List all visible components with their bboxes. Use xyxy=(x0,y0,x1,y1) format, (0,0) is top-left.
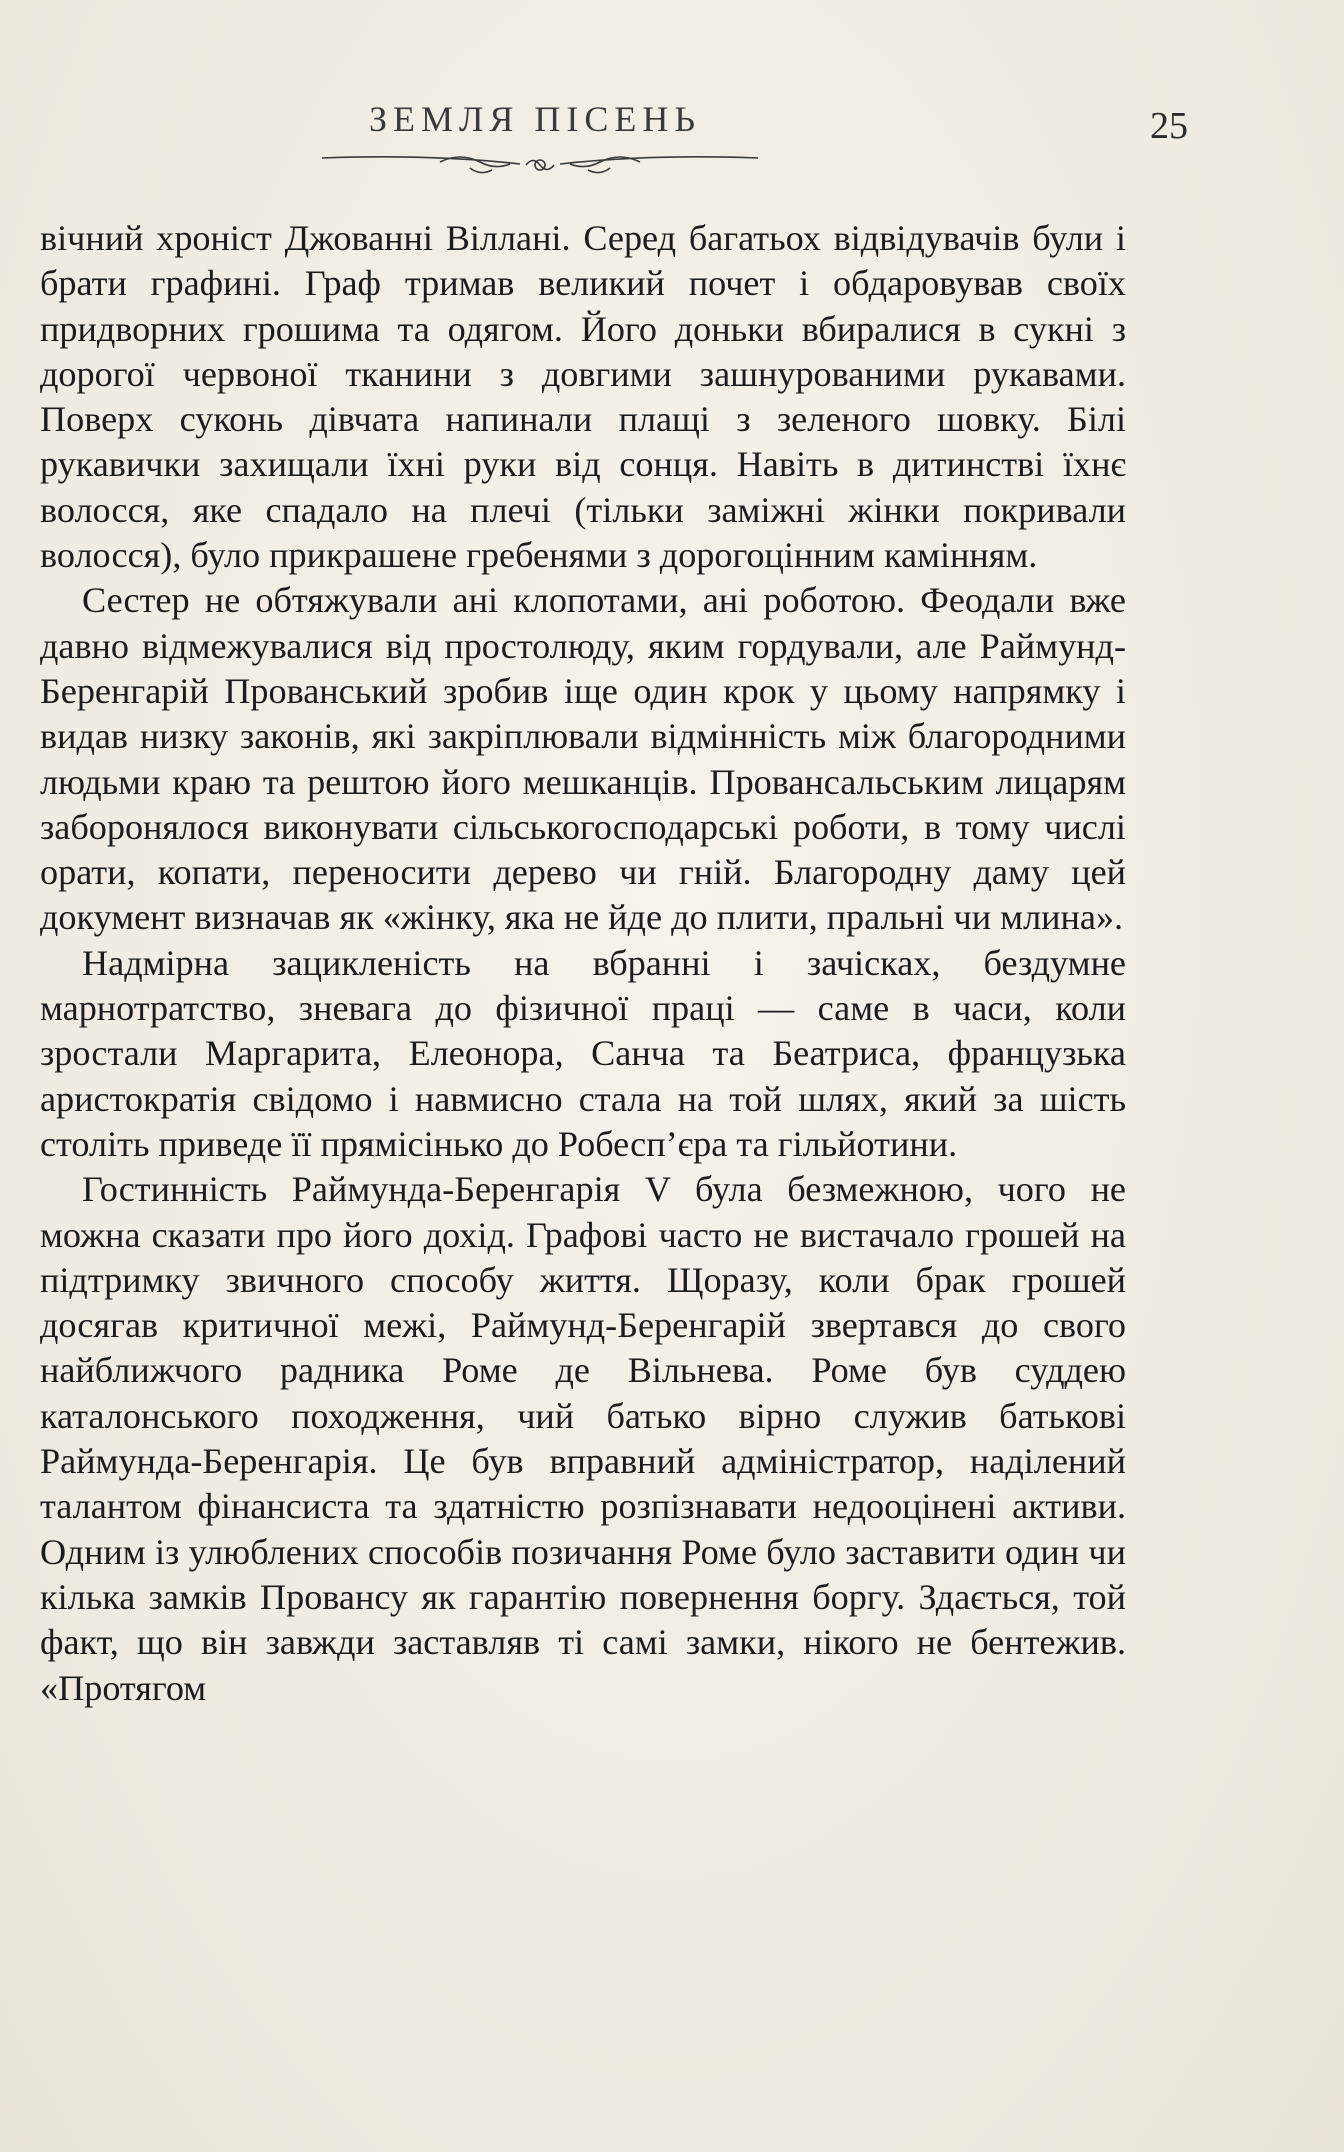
body-text xyxy=(40,216,1126,1711)
paragraph: Гостинність Раймунда-Беренгарія V була безмежною, чого не можна сказати про його дохід. Графові часто не вистачало грошей на підтримку звичного способу життя. Щоразу, коли брак грошей досягав критичної межі, Раймунд-Беренгарій звертався до свого найближчого радника Роме де Вільнева. Роме був суддею каталонського походження, чий батько вірно служив батькові Раймунда-Беренгарія. Це був вправний адміністратор, наділений талантом фінансиста та здатністю розпізнавати недооцінені активи. Одним із улюблених способів позичання Роме було заставити один чи кілька замків Провансу як гарантію повернення боргу. Здається, той факт, що він завжди заставляв ті самі замки, нікого не бентежив. «Протягом xyxy=(40,1169,1126,1708)
paragraph: Сестер не обтяжували ані клопотами, ані роботою. Феодали вже давно відмежувалися від простолюду, яким гордували, але Раймунд-Беренгарій Прованський зробив іще один крок у цьому напрямку і видав низку законів, які закріплювали відмінність між благородними людьми краю та рештою його мешканців. Провансальським лицарям заборонялося виконувати сільськогосподарські роботи, в тому числі орати, копати, переносити дерево чи гній. Благородну даму цей документ визначав як «жінку, яка не йде до плити, пральні чи млина». xyxy=(40,580,1126,938)
page-number: 25 xyxy=(1150,105,1188,147)
paragraph: Надмірна зацикленість на вбранні і зачісках, бездумне марнотратство, зневага до фізичної праці — саме в часи, коли зростали Маргарита, Елеонора, Санча та Беатриса, французька аристократія свідомо і навмисно стала на той шлях, який за шість століть приведе її прямісінько до Робесп’єра та гільйотини. xyxy=(40,942,1126,1164)
ornament-flourish-icon xyxy=(320,150,760,180)
paragraph: вічний хроніст Джованні Віллані. Серед багатьох відвідувачів були і брати графині. Граф тримав великий почет і обдаровував своїх придворних грошима та одягом. Його доньки вбиралися в сукні з дорогої червоної тканини з довгими зашнурованими рукавами. Поверх суконь дівчата напинали плащі з зеленого шовку. Білі рукавички захищали їхні руки від сонця. Навіть в дитинстві їхнє волосся, яке спадало на плечі (тільки заміжні жінки покривали волосся), було прикрашене гребенями з дорогоцінним камінням. xyxy=(40,218,1126,576)
running-title: ЗЕМЛЯ ПІСЕНЬ xyxy=(368,99,702,139)
